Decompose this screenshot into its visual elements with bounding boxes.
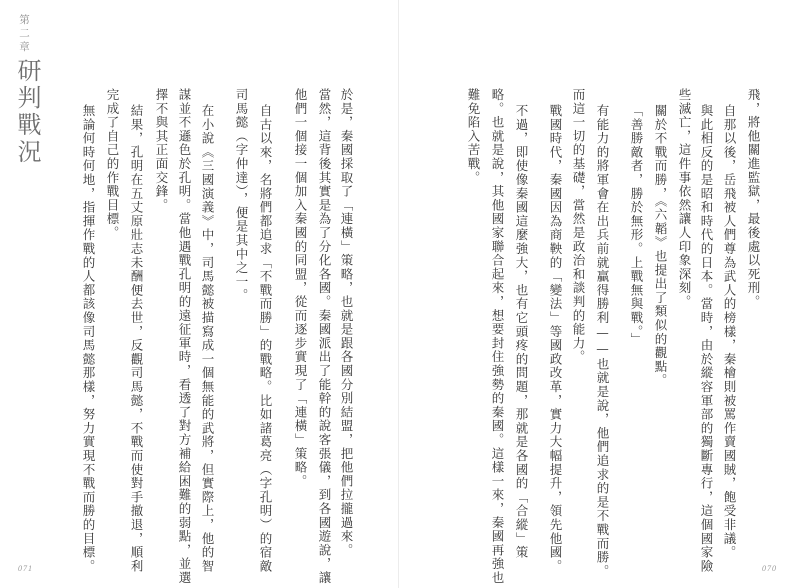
left-line-11: 無論何時何地，指揮作戰的人都該像司馬懿那樣，努力實現不戰而勝的目標。: [81, 104, 96, 574]
right-line-8: 而這一切的基礎，當然是政治和談判的能力。: [571, 88, 586, 364]
right-line-9: 戰國時代，秦國因為商鞅的「變法」等國政改革，實力大幅提升，領先他國。: [548, 104, 563, 574]
left-line-5: 司馬懿（字仲達），便是其中之一。: [234, 88, 249, 303]
right-line-10: 不過，即使像秦國這麼強大，也有它頭疼的問題，那就是各國的「合縱」策: [514, 104, 529, 560]
right-line-3: 與此相反的是昭和時代的日本。當時，由於縱容軍部的獨斷專行，這個國家險: [699, 104, 714, 574]
right-page-number: 070: [762, 564, 777, 573]
right-line-7: 有能力的將軍會在出兵前就贏得勝利——也就是說，他們追求的是不戰而勝。: [595, 104, 610, 579]
left-line-6: 在小說《三國演義》中，司馬懿被描寫成一個無能的武將，但實際上，他的智: [200, 104, 215, 574]
right-line-4: 些滅亡，這件事依然讓人印象深刻。: [677, 88, 692, 309]
page-gutter: [398, 0, 399, 588]
right-line-11: 略。也就是說，其他國家聯合起來，想要封住強勢的秦國。這樣一來，秦國再強也: [490, 88, 505, 585]
left-line-8: 擇不與其正面交鋒。: [154, 88, 169, 213]
left-line-10: 完成了自己的作戰目標。: [105, 88, 120, 240]
left-line-2: 當然，這背後其實是為了分化各國。秦國派出了能幹的說客張儀，到各國遊說，讓: [317, 88, 332, 585]
left-line-7: 謀並不遜色於孔明。當他遇戰孔明的遠征軍時，看透了對方補給困難的弱點，並選: [177, 88, 192, 585]
right-line-2: 自那以後，岳飛被人們尊為武人的榜樣，秦檜則被罵作賣國賊，飽受非議。: [722, 104, 737, 560]
left-line-1: 於是，秦國採取了「連橫」策略，也就是跟各國分別結盟，把他們拉攏過來。: [339, 88, 354, 558]
chapter-label: 第二章: [18, 14, 30, 55]
right-line-12: 難免陷入苦戰。: [466, 88, 481, 185]
right-line-6: 「善勝敵者，勝於無形。上戰無與戰。」: [629, 104, 644, 347]
right-line-1: 飛，將他關進監獄，最後處以死刑。: [746, 88, 761, 309]
right-line-5: 關於不戰而勝，《六韜》也提出了類似的觀點。: [653, 104, 668, 388]
left-line-3: 他們一個接一個加入秦國的同盟，從而逐步實現了「連橫」策略。: [293, 88, 308, 489]
section-title: 研判戰況: [13, 58, 41, 166]
left-page-number: 071: [18, 564, 33, 573]
left-line-9: 結果，孔明在五丈原壯志未酬便去世，反觀司馬懿，不戰而使對手撤退，順利: [129, 104, 144, 574]
left-line-4: 自古以來，名將們都追求「不戰而勝」的戰略。比如諸葛亮（字孔明）的宿敵: [258, 104, 273, 574]
